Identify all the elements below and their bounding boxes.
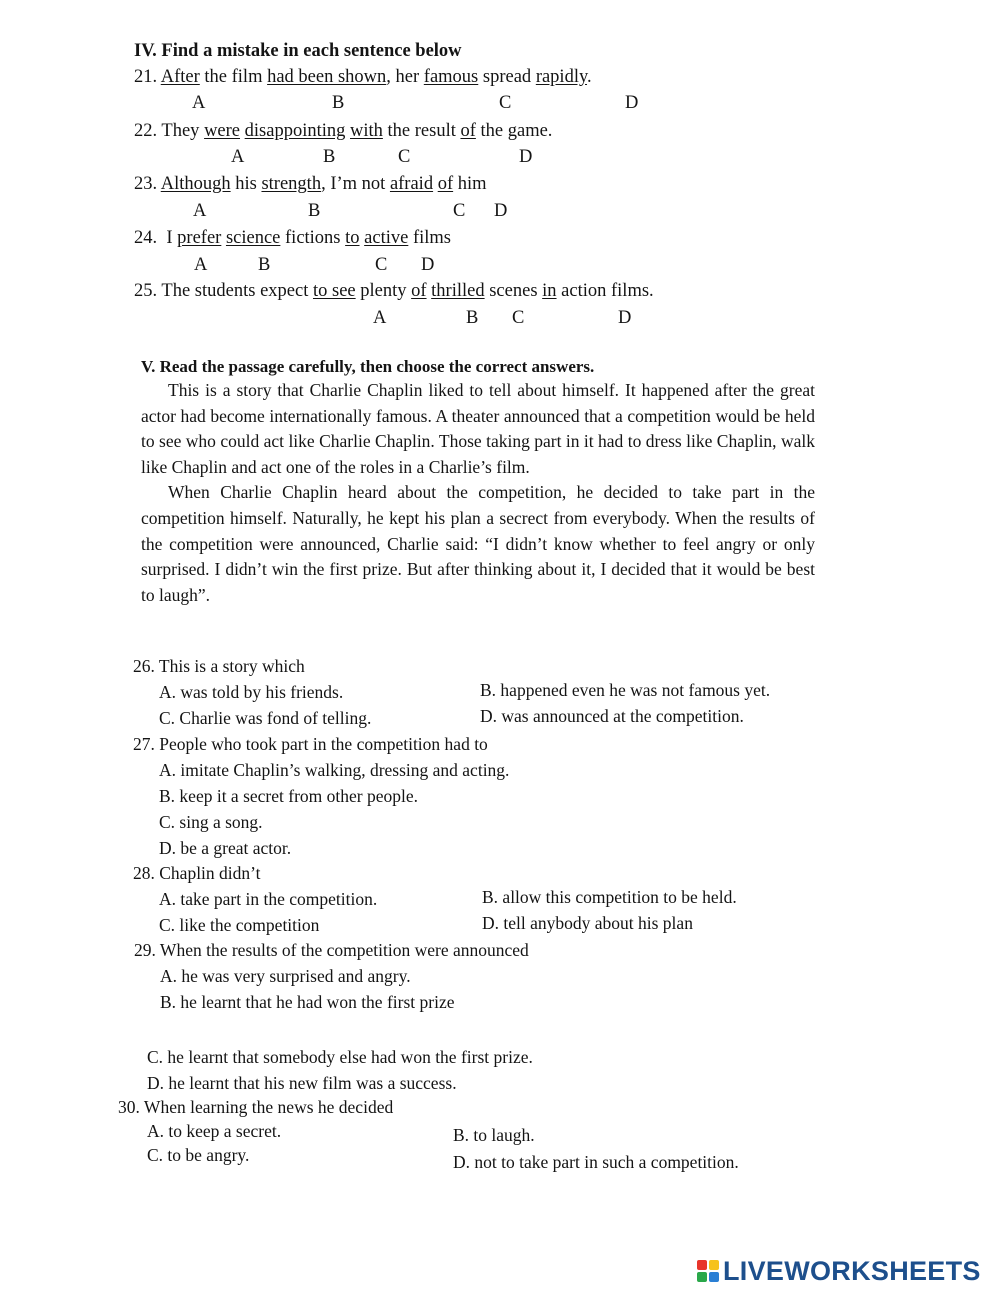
q22-label-d: D — [519, 147, 533, 167]
q29-option-c: C. he learnt that somebody else had won the first prize. — [147, 1047, 533, 1067]
logo-squares-icon — [697, 1260, 719, 1282]
q22-label-b: B — [323, 147, 336, 167]
q23-label-b: B — [308, 201, 321, 221]
q30-option-b: B. to laugh. — [453, 1125, 535, 1145]
q24-label-a: A — [194, 255, 208, 275]
q29-option-a: A. he was very surprised and angry. — [160, 966, 411, 986]
passage-paragraph-1: This is a story that Charlie Chaplin liked to tell about himself. It happened after the great actor had become internationally famous. A theater announced that a competition would be held to see who could act like Charlie Chaplin. Those taking part in it had to dress like Chaplin, walk like Chaplin and act one of the roles in a Charlie’s film. — [141, 380, 815, 477]
q29-option-b: B. he learnt that he had won the first prize — [160, 992, 455, 1012]
liveworksheets-logo[interactable] — [697, 1256, 981, 1286]
q30-option-c: C. to be angry. — [147, 1145, 250, 1165]
section-5-heading: V. Read the passage carefully, then choose the correct answers. — [141, 357, 595, 376]
q27-option-b: B. keep it a secret from other people. — [159, 786, 418, 806]
q21-label-b: B — [332, 93, 345, 113]
question-23: 23. Although his strength, I’m not afraid of him — [134, 174, 487, 194]
question-22: 22. They were disappointing with the result of the game. — [134, 121, 553, 141]
q28-stem: 28. Chaplin didn’t — [133, 863, 261, 883]
q22-label-a: A — [231, 147, 245, 167]
section-4-heading: IV. Find a mistake in each sentence below — [134, 41, 462, 61]
q28-option-d: D. tell anybody about his plan — [482, 913, 693, 933]
q22-label-c: C — [398, 147, 411, 167]
reading-passage — [141, 378, 815, 608]
q25-label-d: D — [618, 308, 632, 328]
q27-stem: 27. People who took part in the competition had to — [133, 734, 488, 754]
q27-option-d: D. be a great actor. — [159, 838, 292, 858]
q21-label-a: A — [192, 93, 206, 113]
logo-square-green — [697, 1272, 707, 1282]
q28-option-c: C. like the competition — [159, 915, 320, 935]
q21-label-c: C — [499, 93, 512, 113]
q21-label-d: D — [625, 93, 639, 113]
logo-square-red — [697, 1260, 707, 1270]
q23-label-c: C — [453, 201, 466, 221]
q23-label-a: A — [193, 201, 207, 221]
q26-option-d: D. was announced at the competition. — [480, 706, 744, 726]
q30-option-a: A. to keep a secret. — [147, 1121, 282, 1141]
q25-label-c: C — [512, 308, 525, 328]
q23-label-d: D — [494, 201, 508, 221]
q26-option-a: A. was told by his friends. — [159, 682, 344, 702]
q28-option-b: B. allow this competition to be held. — [482, 887, 737, 907]
q24-label-c: C — [375, 255, 388, 275]
q28-option-a: A. take part in the competition. — [159, 889, 378, 909]
logo-square-yellow — [709, 1260, 719, 1270]
q24-label-b: B — [258, 255, 271, 275]
logo-text: LIVEWORKSHEETS — [723, 1256, 981, 1286]
q30-stem: 30. When learning the news he decided — [118, 1097, 394, 1117]
q29-option-d: D. he learnt that his new film was a success. — [147, 1073, 457, 1093]
q24-label-d: D — [421, 255, 435, 275]
q27-option-a: A. imitate Chaplin’s walking, dressing and acting. — [159, 760, 510, 780]
logo-square-blue — [709, 1272, 719, 1282]
passage-paragraph-2: When Charlie Chaplin heard about the competition, he decided to take part in the competition himself. Naturally, he kept his plan a secrect from everybody. When the results of the competition were announced, Charlie said: “I didn’t know whether to feel angry or only surprised. I didn’t win the first prize. But after thinking about it, I decided that it would be best to laugh”. — [141, 482, 815, 605]
question-25: 25. The students expect to see plenty of thrilled scenes in action films. — [134, 281, 654, 301]
q26-option-b: B. happened even he was not famous yet. — [480, 680, 771, 700]
q25-label-b: B — [466, 308, 479, 328]
q26-option-c: C. Charlie was fond of telling. — [159, 708, 372, 728]
q29-stem: 29. When the results of the competition were announced — [134, 940, 529, 960]
q27-option-c: C. sing a song. — [159, 812, 263, 832]
q25-label-a: A — [373, 308, 387, 328]
q30-option-d: D. not to take part in such a competition. — [453, 1152, 739, 1172]
question-21: 21. After the film had been shown, her famous spread rapidly. — [134, 67, 592, 87]
q26-stem: 26. This is a story which — [133, 656, 305, 676]
question-24: 24. I prefer science fictions to active films — [134, 228, 451, 248]
